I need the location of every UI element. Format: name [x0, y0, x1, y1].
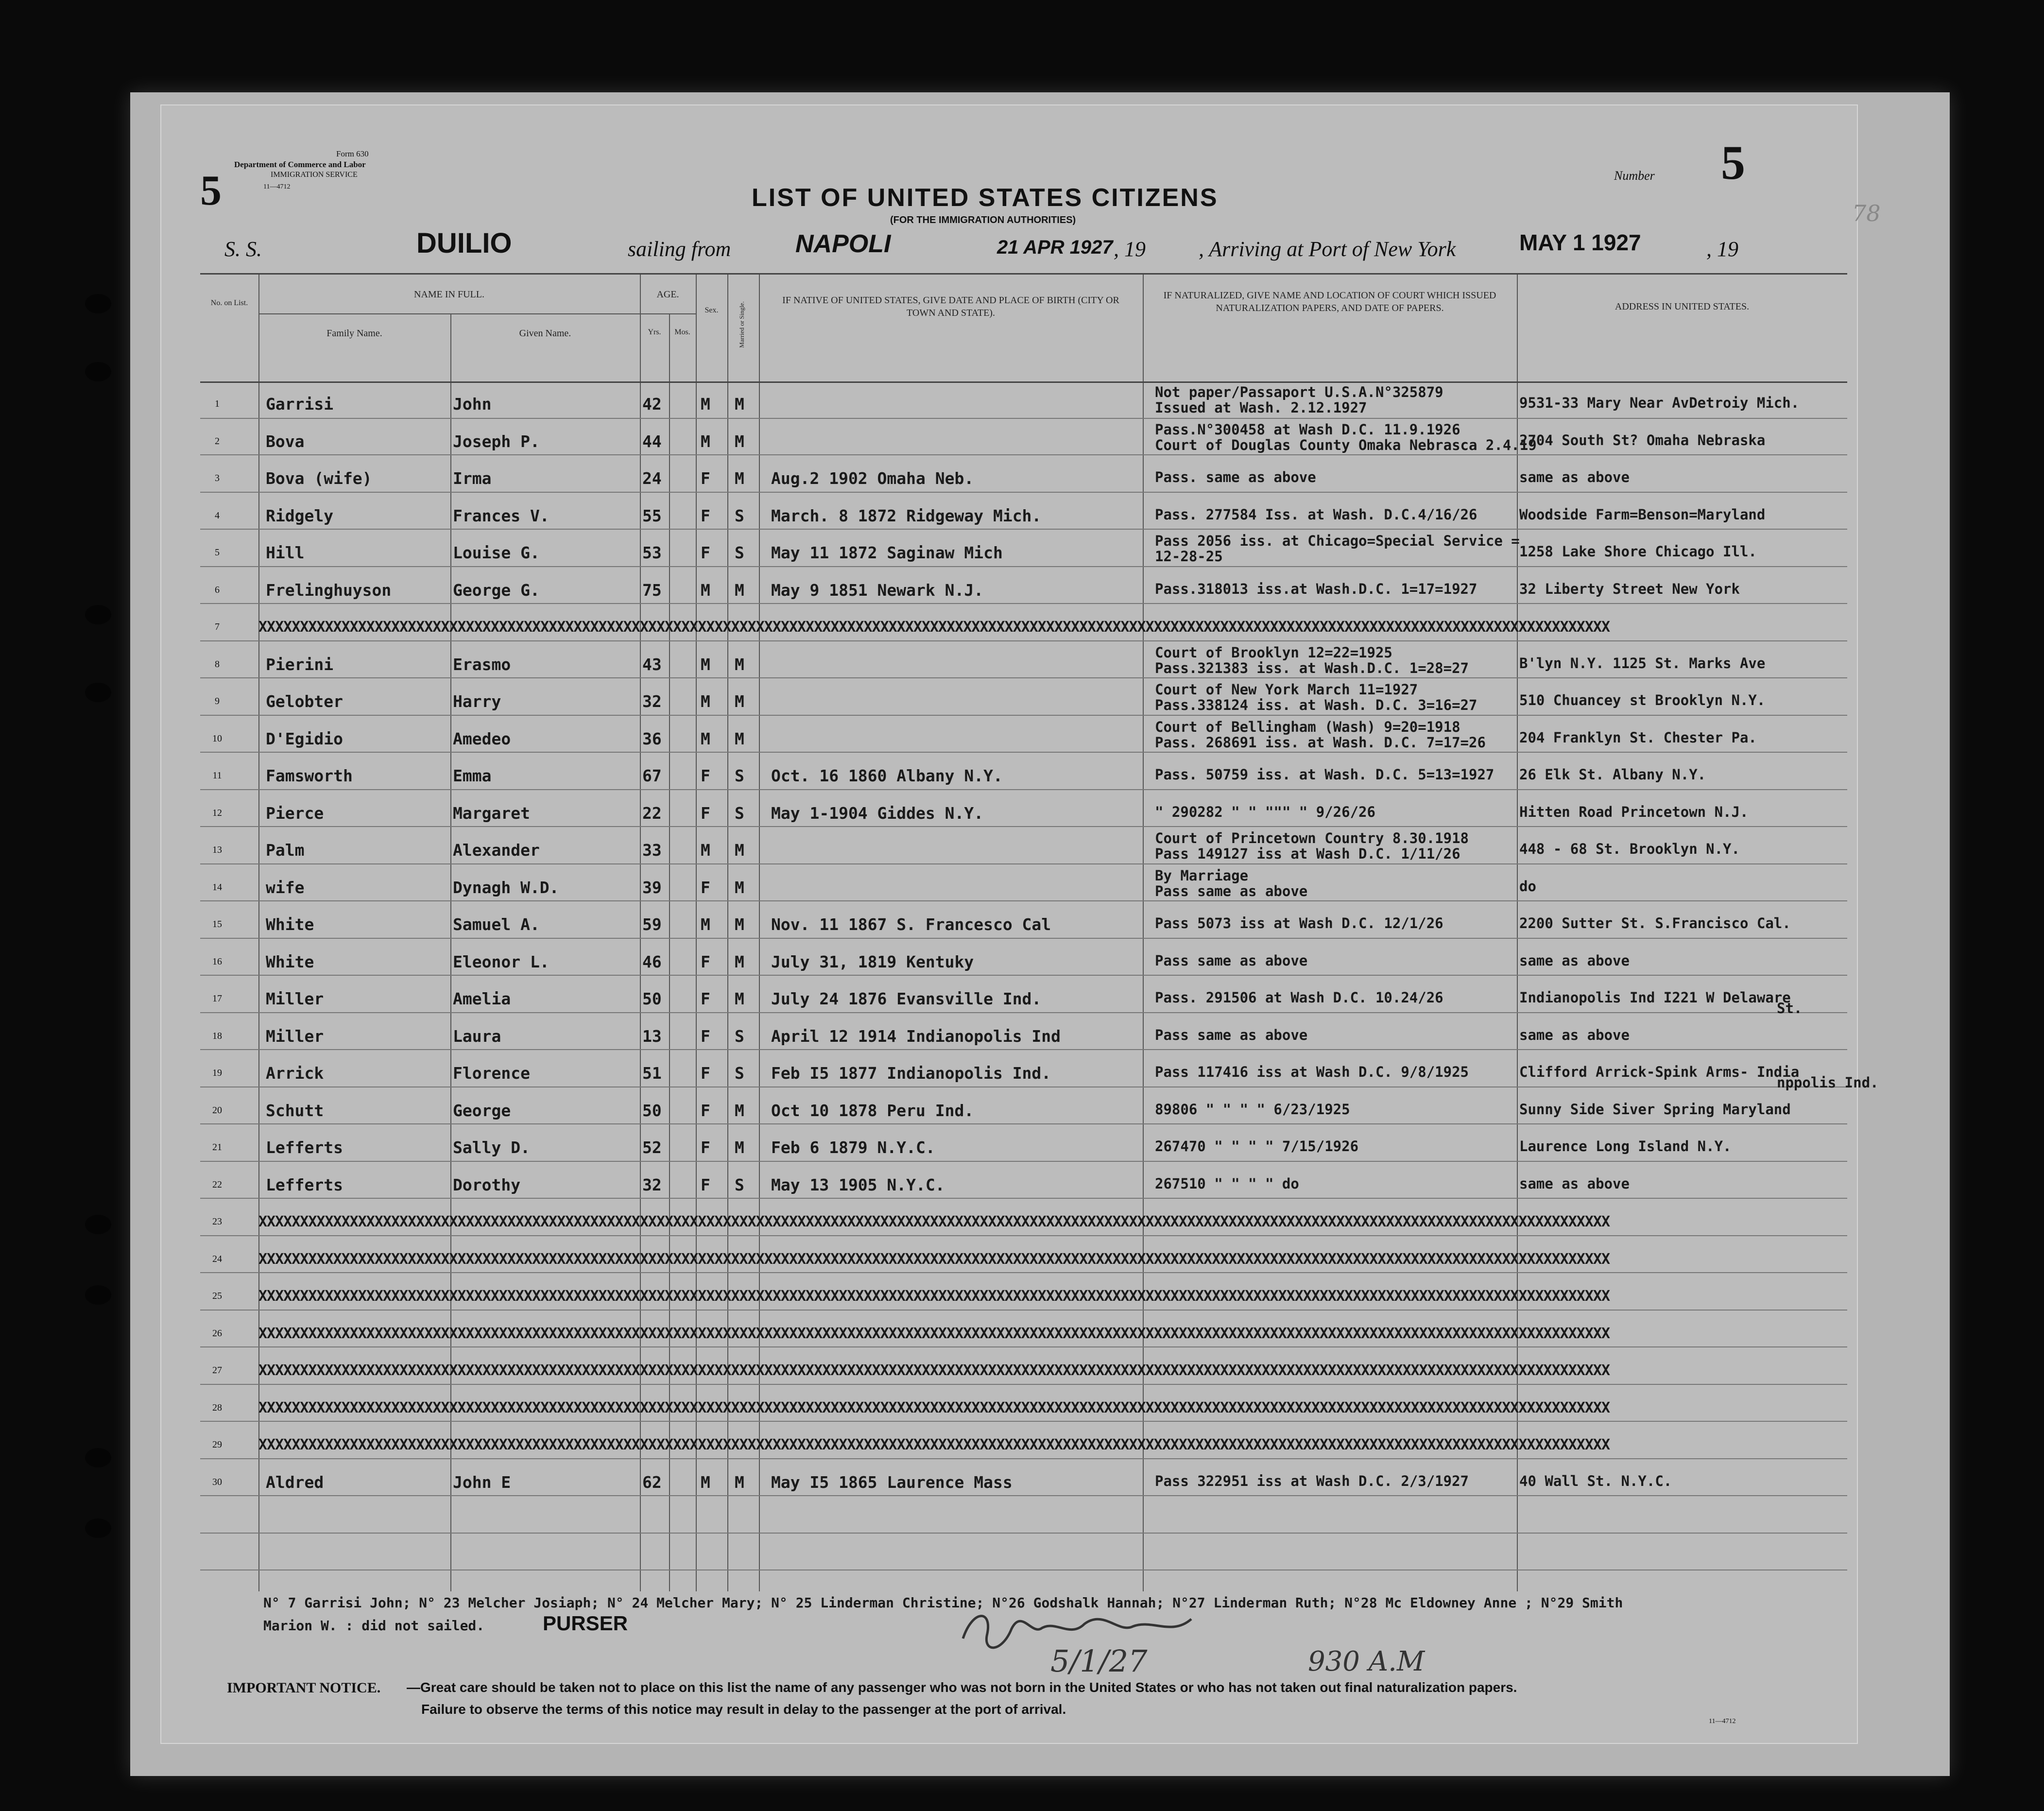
naturalization-info: By Marriage	[1155, 867, 1249, 884]
marital-status: M	[735, 655, 744, 674]
naturalization-info-2: Court of Douglas County Omaka Nebrasca 2.4.19	[1155, 436, 1537, 453]
naturalization-info-2: Issued at Wash. 2.12.1927	[1155, 399, 1367, 416]
marital-status: M	[735, 729, 744, 748]
address: Sunny Side Siver Spring Maryland	[1519, 1101, 1791, 1118]
age-years: 75	[642, 580, 662, 600]
naturalization-info: Pass.318013 iss.at Wash.D.C. 1=17=1927	[1155, 580, 1477, 597]
given-name: Sally D.	[453, 1138, 530, 1157]
age-years: 59	[642, 915, 662, 934]
naturalization-info: Pass 117416 iss at Wash D.C. 9/8/1925	[1155, 1064, 1469, 1080]
row-number: 10	[212, 733, 222, 744]
row-number: 22	[212, 1179, 222, 1190]
birth-info: March. 8 1872 Ridgeway Mich.	[771, 506, 1042, 525]
punch-hole	[85, 362, 111, 381]
sex: M	[701, 915, 710, 934]
given-name: Margaret	[453, 803, 530, 823]
birth-info: May 13 1905 N.Y.C.	[771, 1175, 945, 1194]
age-years: 36	[642, 729, 662, 748]
age-years: 32	[642, 692, 662, 711]
strikethrough-line: XXXXXXXXXXXXXXXXXXXXXXXXXXXXXXXXXXXXXXXXXXXXXXXXXXXXXXXXXXXXXXXXXXXXXXXXXXXXXXXXXXXXXXXXXXXXXXXXXXXXXXXXXXXXXXXXXXXXXXXXXXXXXXXXXXXXXXXXXXXXXXXXXXXXXXXXXXXXXXXXXXX	[258, 1213, 1610, 1230]
struck-row-number: 24	[212, 1253, 222, 1264]
sex: F	[701, 1064, 710, 1083]
header-family: Family Name.	[326, 328, 382, 339]
given-name: George	[453, 1101, 511, 1120]
marital-status: S	[735, 1064, 744, 1083]
address: 2200 Sutter St. S.Francisco Cal.	[1519, 915, 1791, 931]
header-yrs: Yrs.	[648, 328, 661, 336]
age-years: 33	[642, 841, 662, 860]
service-name: IMMIGRATION SERVICE	[271, 171, 358, 179]
row-number: 13	[212, 845, 222, 855]
address: 1258 Lake Shore Chicago Ill.	[1519, 543, 1757, 560]
address: 2704 South St? Omaha Nebraska	[1519, 431, 1766, 448]
family-name: Bova (wife)	[266, 469, 372, 488]
header-naturalized: IF NATURALIZED, GIVE NAME AND LOCATION OF COURT WHICH ISSUED NATURALIZATION PAPERS, AND DATE OF PAPERS.	[1163, 290, 1496, 313]
struck-row-number: 23	[212, 1216, 222, 1227]
row-number: 11	[212, 770, 222, 781]
family-name: Famsworth	[266, 766, 353, 785]
header-mos: Mos.	[674, 328, 690, 336]
naturalization-info: Court of Bellingham (Wash) 9=20=1918	[1155, 718, 1460, 735]
family-name: D'Egidio	[266, 729, 343, 748]
age-years: 51	[642, 1064, 662, 1083]
sex: F	[701, 1138, 710, 1157]
row-number: 19	[212, 1068, 222, 1078]
age-years: 50	[642, 989, 662, 1008]
naturalization-info: Pass same as above	[1155, 1026, 1308, 1043]
sex: F	[701, 766, 710, 785]
header-married: Married or Single.	[738, 301, 745, 348]
address: 510 Chuancey st Brooklyn N.Y.	[1519, 692, 1766, 708]
ss-label: S. S.	[224, 237, 262, 261]
date-arrived: MAY 1 1927	[1519, 230, 1641, 255]
sex: F	[701, 1175, 710, 1194]
given-name: Amedeo	[453, 729, 511, 748]
birth-info: Nov. 11 1867 S. Francesco Cal	[771, 915, 1051, 934]
struck-row-number: 28	[212, 1402, 222, 1413]
address: Indianopolis Ind I221 W Delaware	[1519, 989, 1791, 1006]
strikethrough-line: XXXXXXXXXXXXXXXXXXXXXXXXXXXXXXXXXXXXXXXXXXXXXXXXXXXXXXXXXXXXXXXXXXXXXXXXXXXXXXXXXXXXXXXXXXXXXXXXXXXXXXXXXXXXXXXXXXXXXXXXXXXXXXXXXXXXXXXXXXXXXXXXXXXXXXXXXXXXXXXXXXX	[258, 619, 1610, 636]
naturalization-info: Pass. 50759 iss. at Wash. D.C. 5=13=1927	[1155, 766, 1494, 783]
address-2: St.	[1777, 1000, 1803, 1017]
address: same as above	[1519, 1175, 1630, 1192]
row-number: 5	[215, 547, 220, 558]
naturalization-info: Pass 2056 iss. at Chicago=Special Service =	[1155, 533, 1520, 549]
footer-note-line1: N° 7 Garrisi John; N° 23 Melcher Josiaph; N° 24 Melcher Mary; N° 25 Linderman Christine; N°26 Godshalk Hannah; N°27 Linderman Ruth; N°28 Mc Eldowney Anne ; N°29 Smith	[263, 1595, 1623, 1611]
age-years: 24	[642, 469, 662, 488]
address: same as above	[1519, 469, 1630, 485]
footer-code: 11—4712	[1709, 1718, 1736, 1725]
marital-status: M	[735, 1101, 744, 1120]
marital-status: M	[735, 395, 744, 414]
sex: F	[701, 1101, 710, 1120]
port-of-departure: NAPOLI	[795, 230, 891, 258]
naturalization-info: Pass.N°300458 at Wash D.C. 11.9.1926	[1155, 421, 1460, 438]
sex: F	[701, 878, 710, 897]
punch-hole	[85, 1215, 111, 1234]
family-name: Palm	[266, 841, 305, 860]
given-name: John	[453, 395, 492, 414]
naturalization-info-2: Pass.338124 iss. at Wash. D.C. 3=16=27	[1155, 697, 1477, 713]
year-label: , 19	[1706, 237, 1738, 261]
given-name: Amelia	[453, 989, 511, 1008]
struck-row-number: 27	[212, 1365, 222, 1376]
notice-line2: Failure to observe the terms of this notice may result in delay to the passenger at the port of arrival.	[421, 1702, 1066, 1717]
address: Woodside Farm=Benson=Maryland	[1519, 506, 1766, 523]
marital-status: M	[735, 915, 744, 934]
family-name: Gelobter	[266, 692, 343, 711]
given-name: Joseph P.	[453, 431, 540, 451]
given-name: Irma	[453, 469, 492, 488]
naturalization-info: 89806 " " " " 6/23/1925	[1155, 1101, 1350, 1118]
sex: F	[701, 803, 710, 823]
naturalization-info: Pass. 291506 at Wash D.C. 10.24/26	[1155, 989, 1443, 1006]
address: same as above	[1519, 952, 1630, 969]
family-name: Garrisi	[266, 395, 334, 414]
age-years: 62	[642, 1472, 662, 1492]
marital-status: M	[735, 841, 744, 860]
strikethrough-line: XXXXXXXXXXXXXXXXXXXXXXXXXXXXXXXXXXXXXXXXXXXXXXXXXXXXXXXXXXXXXXXXXXXXXXXXXXXXXXXXXXXXXXXXXXXXXXXXXXXXXXXXXXXXXXXXXXXXXXXXXXXXXXXXXXXXXXXXXXXXXXXXXXXXXXXXXXXXXXXXXXX	[258, 1399, 1610, 1416]
given-name: Louise G.	[453, 543, 540, 562]
given-name: Erasmo	[453, 655, 511, 674]
marital-status: M	[735, 469, 744, 488]
given-name: Eleonor L.	[453, 952, 550, 971]
punch-hole	[85, 294, 111, 313]
naturalization-info: Pass 5073 iss at Wash D.C. 12/1/26	[1155, 915, 1443, 931]
naturalization-info: Pass 322951 iss at Wash D.C. 2/3/1927	[1155, 1472, 1469, 1489]
birth-info: May 11 1872 Saginaw Mich	[771, 543, 1003, 562]
strikethrough-line: XXXXXXXXXXXXXXXXXXXXXXXXXXXXXXXXXXXXXXXXXXXXXXXXXXXXXXXXXXXXXXXXXXXXXXXXXXXXXXXXXXXXXXXXXXXXXXXXXXXXXXXXXXXXXXXXXXXXXXXXXXXXXXXXXXXXXXXXXXXXXXXXXXXXXXXXXXXXXXXXXXX	[258, 1325, 1610, 1342]
marital-status: S	[735, 1026, 744, 1046]
age-years: 42	[642, 395, 662, 414]
family-name: wife	[266, 878, 305, 897]
family-name: Pierini	[266, 655, 334, 674]
family-name: Aldred	[266, 1472, 324, 1492]
family-name: Pierce	[266, 803, 324, 823]
address: 32 Liberty Street New York	[1519, 580, 1740, 597]
age-years: 46	[642, 952, 662, 971]
marital-status: S	[735, 506, 744, 525]
given-name: George G.	[453, 580, 540, 600]
family-name: White	[266, 952, 314, 971]
family-name: Miller	[266, 1026, 324, 1046]
family-name: Schutt	[266, 1101, 324, 1120]
marital-status: M	[735, 952, 744, 971]
address: same as above	[1519, 1026, 1630, 1043]
header-no: No. on List.	[210, 299, 248, 307]
address: 204 Franklyn St. Chester Pa.	[1519, 729, 1757, 746]
sex: M	[701, 395, 710, 414]
given-name: Harry	[453, 692, 501, 711]
given-name: Frances V.	[453, 506, 550, 525]
strikethrough-line: XXXXXXXXXXXXXXXXXXXXXXXXXXXXXXXXXXXXXXXXXXXXXXXXXXXXXXXXXXXXXXXXXXXXXXXXXXXXXXXXXXXXXXXXXXXXXXXXXXXXXXXXXXXXXXXXXXXXXXXXXXXXXXXXXXXXXXXXXXXXXXXXXXXXXXXXXXXXXXXXXXX	[258, 1436, 1610, 1453]
sex: M	[701, 729, 710, 748]
address: 9531-33 Mary Near AvDetroiy Mich.	[1519, 395, 1800, 411]
signature-time: 930 A.M	[1308, 1646, 1425, 1677]
marital-status: M	[735, 989, 744, 1008]
form-number: Form 630	[336, 149, 369, 158]
naturalization-info: Pass. 277584 Iss. at Wash. D.C.4/16/26	[1155, 506, 1477, 523]
sex: F	[701, 543, 710, 562]
sex: M	[701, 841, 710, 860]
naturalization-info-2: Pass same as above	[1155, 882, 1308, 899]
age-years: 55	[642, 506, 662, 525]
family-name: Ridgely	[266, 506, 334, 525]
family-name: White	[266, 915, 314, 934]
marital-status: M	[735, 878, 744, 897]
department-name: Department of Commerce and Labor	[234, 160, 366, 169]
strikethrough-line: XXXXXXXXXXXXXXXXXXXXXXXXXXXXXXXXXXXXXXXXXXXXXXXXXXXXXXXXXXXXXXXXXXXXXXXXXXXXXXXXXXXXXXXXXXXXXXXXXXXXXXXXXXXXXXXXXXXXXXXXXXXXXXXXXXXXXXXXXXXXXXXXXXXXXXXXXXXXXXXXXXX	[258, 1250, 1610, 1268]
sailing-label: sailing from	[628, 237, 731, 261]
marital-status: M	[735, 692, 744, 711]
header-address: ADDRESS IN UNITED STATES.	[1615, 301, 1750, 312]
header-age: AGE.	[656, 289, 679, 300]
birth-info: Oct. 16 1860 Albany N.Y.	[771, 766, 1003, 785]
naturalization-info: Not paper/Passaport U.S.A.N°325879	[1155, 384, 1443, 400]
family-name: Miller	[266, 989, 324, 1008]
row-number: 30	[212, 1476, 222, 1487]
naturalization-info: Court of New York March 11=1927	[1155, 681, 1418, 698]
family-name: Lefferts	[266, 1175, 343, 1194]
address: do	[1519, 878, 1536, 895]
birth-info: Oct 10 1878 Peru Ind.	[771, 1101, 974, 1120]
address-2: nppolis Ind.	[1777, 1074, 1879, 1091]
purser-label: PURSER	[543, 1612, 628, 1635]
header-name: NAME IN FULL.	[414, 289, 484, 300]
given-name: Dorothy	[453, 1175, 521, 1194]
sex: M	[701, 692, 710, 711]
notice-line1: —Great care should be taken not to place on this list the name of any passenger who was not born in the United States or who has not taken out final naturalization papers.	[407, 1680, 1517, 1695]
row-number: 20	[212, 1104, 222, 1116]
manifest-page	[160, 104, 1881, 1744]
birth-info: Aug.2 1902 Omaha Neb.	[771, 469, 974, 488]
naturalization-info: Court of Brooklyn 12=22=1925	[1155, 644, 1392, 661]
row-number: 9	[215, 696, 220, 707]
age-years: 50	[642, 1101, 662, 1120]
footer-note-line2: Marion W. : did not sailed.	[263, 1618, 485, 1634]
naturalization-info: 267470 " " " " 7/15/1926	[1155, 1138, 1359, 1155]
naturalization-info: Pass same as above	[1155, 952, 1308, 969]
header-given: Given Name.	[519, 328, 571, 339]
sex: F	[701, 506, 710, 525]
family-name: Hill	[266, 543, 305, 562]
row-number: 1	[215, 398, 220, 409]
given-name: Dynagh W.D.	[453, 878, 559, 897]
arriving-label: , Arriving at Port of New York	[1199, 237, 1456, 261]
side-mark: 78	[1852, 200, 1881, 226]
sex: F	[701, 469, 710, 488]
marital-status: S	[735, 1175, 744, 1194]
naturalization-info: Pass. same as above	[1155, 469, 1316, 485]
naturalization-info-2: Pass 149127 iss at Wash D.C. 1/11/26	[1155, 845, 1460, 862]
punch-hole	[85, 683, 111, 702]
section-number: 5	[200, 167, 222, 214]
naturalization-info-2: Pass. 268691 iss. at Wash. D.C. 7=17=26	[1155, 734, 1486, 751]
page-subtitle: (FOR THE IMMIGRATION AUTHORITIES)	[890, 215, 1076, 225]
family-name: Bova	[266, 431, 305, 451]
birth-info: Feb 6 1879 N.Y.C.	[771, 1138, 935, 1157]
notice-label: IMPORTANT NOTICE.	[227, 1680, 381, 1696]
sex: M	[701, 580, 710, 600]
sex: M	[701, 1472, 710, 1492]
given-name: Emma	[453, 766, 492, 785]
row-number: 17	[212, 993, 222, 1004]
family-name: Frelinghuyson	[266, 580, 392, 600]
struck-row-number: 7	[215, 621, 220, 632]
address: Laurence Long Island N.Y.	[1519, 1138, 1732, 1155]
age-years: 52	[642, 1138, 662, 1157]
address: B'lyn N.Y. 1125 St. Marks Ave	[1519, 655, 1766, 672]
struck-row-number: 29	[212, 1439, 222, 1450]
birth-info: May I5 1865 Laurence Mass	[771, 1472, 1013, 1492]
birth-info: April 12 1914 Indianopolis Ind	[771, 1026, 1061, 1046]
family-name: Arrick	[266, 1064, 324, 1083]
sex: M	[701, 431, 710, 451]
number-value: 5	[1721, 136, 1745, 190]
given-name: Samuel A.	[453, 915, 540, 934]
naturalization-info: " 290282 " " """ " 9/26/26	[1155, 803, 1375, 820]
birth-info: May 1-1904 Giddes N.Y.	[771, 803, 984, 823]
sex: F	[701, 1026, 710, 1046]
punch-hole	[85, 1448, 111, 1467]
row-number: 6	[215, 584, 220, 595]
age-years: 44	[642, 431, 662, 451]
date-sailed: 21 APR 1927	[997, 237, 1113, 258]
family-name: Lefferts	[266, 1138, 343, 1157]
row-number: 8	[215, 658, 220, 670]
marital-status: M	[735, 1472, 744, 1492]
naturalization-info-2: Pass.321383 iss. at Wash.D.C. 1=28=27	[1155, 659, 1469, 676]
birth-info: May 9 1851 Newark N.J.	[771, 580, 984, 600]
ship-name: DUILIO	[416, 227, 512, 259]
strikethrough-line: XXXXXXXXXXXXXXXXXXXXXXXXXXXXXXXXXXXXXXXXXXXXXXXXXXXXXXXXXXXXXXXXXXXXXXXXXXXXXXXXXXXXXXXXXXXXXXXXXXXXXXXXXXXXXXXXXXXXXXXXXXXXXXXXXXXXXXXXXXXXXXXXXXXXXXXXXXXXXXXXXXX	[258, 1362, 1610, 1379]
number-label: Number	[1614, 169, 1655, 183]
header-sex: Sex.	[704, 306, 719, 314]
address: 26 Elk St. Albany N.Y.	[1519, 766, 1706, 783]
sex: F	[701, 952, 710, 971]
signature-date: 5/1/27	[1050, 1643, 1148, 1679]
row-number: 16	[212, 956, 222, 967]
age-years: 22	[642, 803, 662, 823]
punch-hole	[85, 1518, 111, 1538]
address: 448 - 68 St. Brooklyn N.Y.	[1519, 841, 1740, 857]
row-number: 3	[215, 473, 220, 483]
marital-status: M	[735, 1138, 744, 1157]
birth-info: July 24 1876 Evansville Ind.	[771, 989, 1042, 1008]
row-number: 2	[215, 435, 220, 447]
sex: M	[701, 655, 710, 674]
form-code: 11—4712	[263, 183, 291, 190]
row-number: 4	[215, 510, 220, 521]
year-label: , 19	[1114, 237, 1146, 261]
address: Hitten Road Princetown N.J.	[1519, 803, 1749, 820]
naturalization-info: Court of Princetown Country 8.30.1918	[1155, 830, 1469, 846]
naturalization-info-2: 12-28-25	[1155, 548, 1223, 565]
row-number: 14	[212, 881, 222, 893]
marital-status: M	[735, 580, 744, 600]
row-number: 21	[212, 1142, 222, 1153]
naturalization-info: 267510 " " " " do	[1155, 1175, 1299, 1192]
marital-status: M	[735, 431, 744, 451]
age-years: 53	[642, 543, 662, 562]
row-number: 12	[212, 807, 222, 818]
birth-info: July 31, 1819 Kentuky	[771, 952, 974, 971]
punch-hole	[85, 605, 111, 624]
struck-row-number: 26	[212, 1328, 222, 1339]
marital-status: S	[735, 543, 744, 562]
punch-hole	[85, 1285, 111, 1305]
given-name: Alexander	[453, 841, 540, 860]
given-name: Laura	[453, 1026, 501, 1046]
age-years: 39	[642, 878, 662, 897]
age-years: 32	[642, 1175, 662, 1194]
address: Clifford Arrick-Spink Arms- India	[1519, 1064, 1800, 1080]
marital-status: S	[735, 766, 744, 785]
birth-info: Feb I5 1877 Indianopolis Ind.	[771, 1064, 1051, 1083]
age-years: 13	[642, 1026, 662, 1046]
address: 40 Wall St. N.Y.C.	[1519, 1472, 1672, 1489]
given-name: Florence	[453, 1064, 530, 1083]
header-birth: IF NATIVE OF UNITED STATES, GIVE DATE AND PLACE OF BIRTH (CITY OR TOWN AND STATE).	[782, 295, 1119, 318]
marital-status: S	[735, 803, 744, 823]
strikethrough-line: XXXXXXXXXXXXXXXXXXXXXXXXXXXXXXXXXXXXXXXXXXXXXXXXXXXXXXXXXXXXXXXXXXXXXXXXXXXXXXXXXXXXXXXXXXXXXXXXXXXXXXXXXXXXXXXXXXXXXXXXXXXXXXXXXXXXXXXXXXXXXXXXXXXXXXXXXXXXXXXXXXX	[258, 1288, 1610, 1305]
sex: F	[701, 989, 710, 1008]
struck-row-number: 25	[212, 1291, 222, 1301]
row-number: 18	[212, 1030, 222, 1041]
page-title: LIST OF UNITED STATES CITIZENS	[752, 184, 1219, 212]
row-number: 15	[212, 919, 222, 930]
given-name: John E	[453, 1472, 511, 1492]
age-years: 67	[642, 766, 662, 785]
age-years: 43	[642, 655, 662, 674]
